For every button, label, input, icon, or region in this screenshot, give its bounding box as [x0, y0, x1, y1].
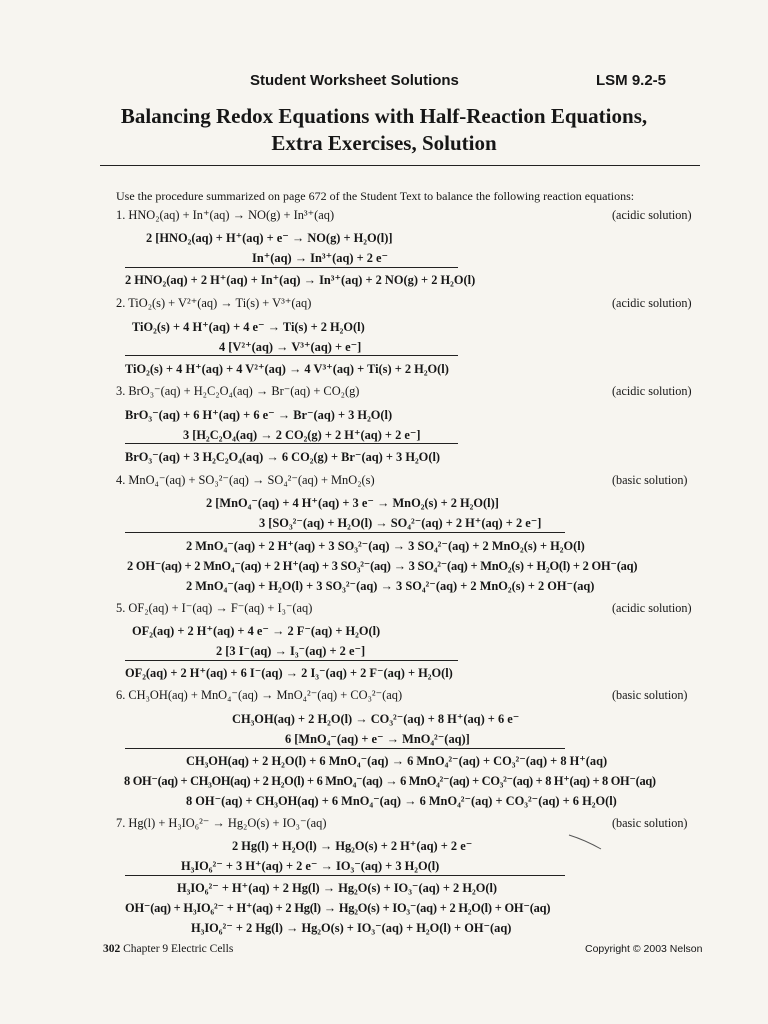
problem-6-half-reaction: CH₃OH(aq) + 2 H₂O(l) → CO₃²⁻(aq) + 8 H⁺(aq) + 6 e⁻	[232, 712, 520, 726]
header-code: LSM 9.2-5	[596, 72, 667, 89]
problem-1-question: 1. HNO₂(aq) + In⁺(aq) → NO(g) + In³⁺(aq)	[116, 208, 335, 222]
problem-4-half-reaction: 2 [MnO₄⁻(aq) + 4 H⁺(aq) + 3 e⁻ → MnO₂(s) + 2 H₂O(l)]	[206, 496, 499, 510]
problem-3-question: 3. BrO₃⁻(aq) + H₂C₂O₄(aq) → Br⁻(aq) + CO₂(g)	[116, 384, 360, 398]
pen-stroke-mark	[567, 832, 605, 852]
problem-3-sum-line	[125, 443, 458, 444]
problem-2-half-reaction: 4 [V²⁺(aq) → V³⁺(aq) + e⁻]	[219, 340, 362, 354]
problem-3-condition: (acidic solution)	[612, 384, 692, 398]
problem-3-net-equation: BrO₃⁻(aq) + 3 H₂C₂O₄(aq) → 6 CO₂(g) + Br⁻(aq) + 3 H₂O(l)	[125, 450, 441, 464]
problem-6-sum-line	[125, 748, 565, 749]
chapter-label: Chapter 9 Electric Cells	[123, 943, 234, 955]
problem-5-net-equation: OF₂(aq) + 2 H⁺(aq) + 6 I⁻(aq) → 2 I₃⁻(aq) + 2 F⁻(aq) + H₂O(l)	[125, 666, 453, 680]
problem-6-net-equation: 8 OH⁻(aq) + CH₃OH(aq) + 6 MnO₄⁻(aq) → 6 MnO₄²⁻(aq) + CO₃²⁻(aq) + 6 H₂O(l)	[186, 794, 617, 808]
problem-1-sum-line	[125, 267, 458, 268]
problem-7-half-reaction: 2 Hg(l) + H₂O(l) → Hg₂O(s) + 2 H⁺(aq) + 2 e⁻	[232, 839, 473, 853]
problem-2-condition: (acidic solution)	[612, 296, 692, 310]
problem-5-sum-line	[125, 660, 458, 661]
problem-5-condition: (acidic solution)	[612, 601, 692, 615]
problem-2-sum-line	[125, 355, 458, 356]
copyright-notice: Copyright © 2003 Nelson	[585, 943, 703, 955]
problem-5-question: 5. OF₂(aq) + I⁻(aq) → F⁻(aq) + I₃⁻(aq)	[116, 601, 313, 615]
problem-4-sum-line	[125, 532, 565, 533]
problem-7-net-equation: OH⁻(aq) + H₃IO₆²⁻ + H⁺(aq) + 2 Hg(l) → Hg₂O(s) + IO₃⁻(aq) + 2 H₂O(l) + OH⁻(aq)	[125, 901, 551, 915]
problem-4-net-equation: 2 OH⁻(aq) + 2 MnO₄⁻(aq) + 2 H⁺(aq) + 3 SO₃²⁻(aq) → 3 SO₄²⁻(aq) + MnO₂(s) + H₂O(l) + 2 OH⁻(aq)	[127, 559, 638, 573]
problem-7-net-equation: H₃IO₆²⁻ + 2 Hg(l) → Hg₂O(s) + IO₃⁻(aq) + H₂O(l) + OH⁻(aq)	[191, 921, 512, 935]
problem-6-net-equation: 8 OH⁻(aq) + CH₃OH(aq) + 2 H₂O(l) + 6 MnO₄⁻(aq) → 6 MnO₄²⁻(aq) + CO₃²⁻(aq) + 8 H⁺(aq) + 8 OH⁻(aq)	[124, 774, 656, 788]
problem-1-half-reaction: 2 [HNO₂(aq) + H⁺(aq) + e⁻ → NO(g) + H₂O(l)]	[146, 231, 393, 245]
problem-4-net-equation: 2 MnO₄⁻(aq) + H₂O(l) + 3 SO₃²⁻(aq) → 3 SO₄²⁻(aq) + 2 MnO₂(s) + 2 OH⁻(aq)	[186, 579, 595, 593]
problem-1-half-reaction: In⁺(aq) → In³⁺(aq) + 2 e⁻	[252, 251, 389, 265]
problem-4-half-reaction: 3 [SO₃²⁻(aq) + H₂O(l) → SO₄²⁻(aq) + 2 H⁺(aq) + 2 e⁻]	[259, 516, 542, 530]
problem-2-half-reaction: TiO₂(s) + 4 H⁺(aq) + 4 e⁻ → Ti(s) + 2 H₂O(l)	[132, 320, 365, 334]
instructions: Use the procedure summarized on page 672 of the Student Text to balance the following reaction equations:	[116, 189, 635, 203]
problem-2-net-equation: TiO₂(s) + 4 H⁺(aq) + 4 V²⁺(aq) → 4 V³⁺(aq) + Ti(s) + 2 H₂O(l)	[125, 362, 449, 376]
problem-5-half-reaction: 2 [3 I⁻(aq) → I₃⁻(aq) + 2 e⁻]	[216, 644, 366, 658]
problem-7-half-reaction: H₃IO₆²⁻ + 3 H⁺(aq) + 2 e⁻ → IO₃⁻(aq) + 3 H₂O(l)	[181, 859, 440, 873]
problem-1-net-equation: 2 HNO₂(aq) + 2 H⁺(aq) + In⁺(aq) → In³⁺(aq) + 2 NO(g) + 2 H₂O(l)	[125, 273, 476, 287]
problem-4-condition: (basic solution)	[612, 473, 688, 487]
problem-3-half-reaction: 3 [H₂C₂O₄(aq) → 2 CO₂(g) + 2 H⁺(aq) + 2 e⁻]	[183, 428, 421, 442]
problem-6-condition: (basic solution)	[612, 688, 688, 702]
page-number: 302	[103, 943, 121, 955]
problem-6-question: 6. CH₃OH(aq) + MnO₄⁻(aq) → MnO₄²⁻(aq) + CO₃²⁻(aq)	[116, 688, 403, 702]
problem-6-half-reaction: 6 [MnO₄⁻(aq) + e⁻ → MnO₄²⁻(aq)]	[285, 732, 470, 746]
page-header	[0, 72, 768, 92]
problem-4-net-equation: 2 MnO₄⁻(aq) + 2 H⁺(aq) + 3 SO₃²⁻(aq) → 3 SO₄²⁻(aq) + 2 MnO₂(s) + H₂O(l)	[186, 539, 585, 553]
problem-1-condition: (acidic solution)	[612, 208, 692, 222]
problem-3-half-reaction: BrO₃⁻(aq) + 6 H⁺(aq) + 6 e⁻ → Br⁻(aq) + 3 H₂O(l)	[125, 408, 393, 422]
problem-4-question: 4. MnO₄⁻(aq) + SO₃²⁻(aq) → SO₄²⁻(aq) + MnO₂(s)	[116, 473, 375, 487]
problem-7-net-equation: H₃IO₆²⁻ + H⁺(aq) + 2 Hg(l) → Hg₂O(s) + IO₃⁻(aq) + 2 H₂O(l)	[177, 881, 498, 895]
problem-5-half-reaction: OF₂(aq) + 2 H⁺(aq) + 4 e⁻ → 2 F⁻(aq) + H₂O(l)	[132, 624, 381, 638]
header-title: Student Worksheet Solutions	[250, 72, 459, 89]
page-footer-left	[103, 943, 233, 955]
document-title-line-2: Extra Exercises, Solution	[271, 131, 497, 155]
problem-6-net-equation: CH₃OH(aq) + 2 H₂O(l) + 6 MnO₄⁻(aq) → 6 MnO₄²⁻(aq) + CO₃²⁻(aq) + 8 H⁺(aq)	[186, 754, 608, 768]
title-divider	[100, 165, 700, 166]
document-title-line-1: Balancing Redox Equations with Half-Reaction Equations,	[120, 104, 648, 128]
problem-2-question: 2. TiO₂(s) + V²⁺(aq) → Ti(s) + V³⁺(aq)	[116, 296, 312, 310]
problem-7-condition: (basic solution)	[612, 816, 688, 830]
problem-7-question: 7. Hg(l) + H₃IO₆²⁻ → Hg₂O(s) + IO₃⁻(aq)	[116, 816, 327, 830]
problem-7-sum-line	[125, 875, 565, 876]
